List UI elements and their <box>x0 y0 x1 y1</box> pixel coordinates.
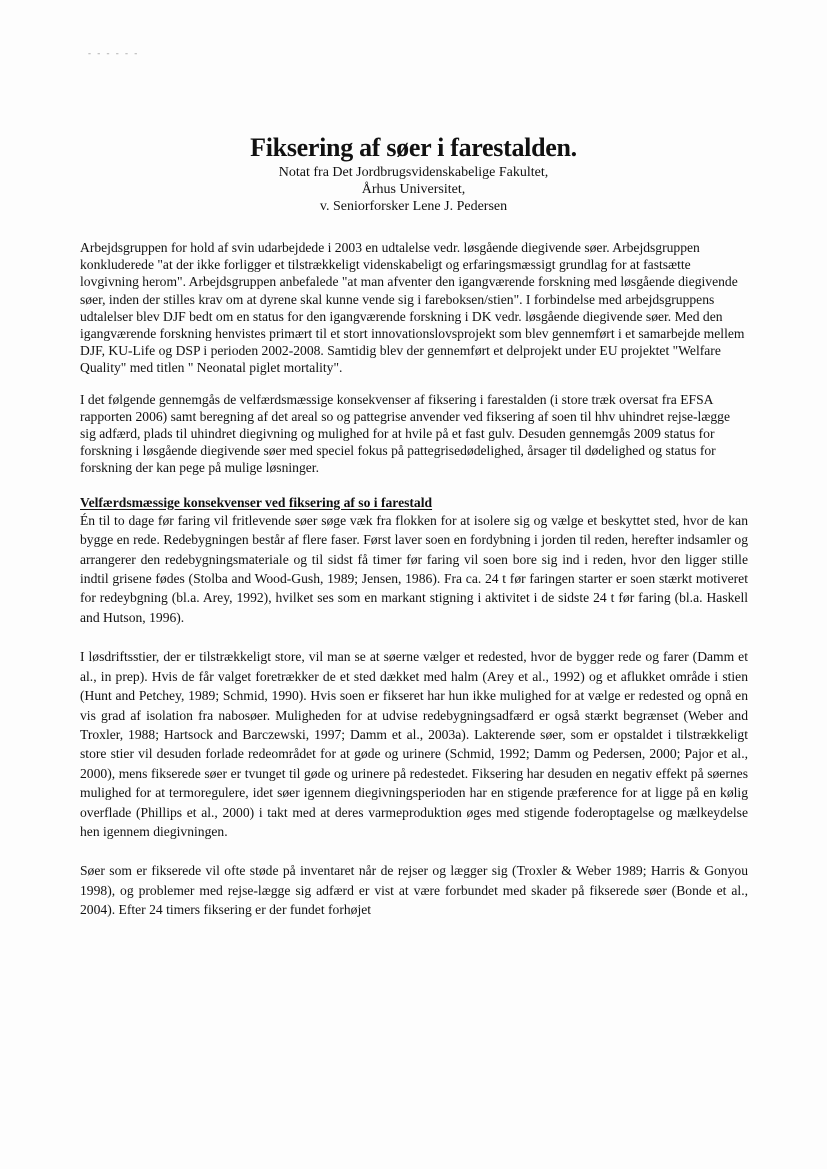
subtitle-line-author: v. Seniorforsker Lene J. Pedersen <box>319 199 508 214</box>
scan-corner-mark: - - - - - - <box>88 48 140 58</box>
paragraph-fixed-sows: Søer som er fikserede vil ofte støde på inventaret når de rejser og lægger sig (Troxler & Weber 1989; Harris & Gonyou 1998), og problemer med rejse-lægge sig adfærd er vist at være forbundet med skader på fikserede søer (Bonde et al., 2004). Efter 24 timers fiksering er der fundet forhøjet <box>80 863 748 918</box>
paragraph-nest-building: Én til to dage før faring vil fritlevende søer søge væk fra flokken for at isolere sig og vælge et beskyttet sted, hvor de kan bygge en rede. Redebygningen består af flere faser. Først laver soen en fordybning i jorden til reden, herefter indsamler og arrangerer den redebygningsmateriale og til sidst få timer før faring vil soen bore sig ind i reden, hvor den ligger stille indtil grisene fødes (Stolba and Wood-Gush, 1989; Jensen, 1986). Fra ca. 24 t før faringen starter er soen stærkt motiveret for redeybgning (bl.a. Arey, 1992), hvilket ses som en markant stigning i aktivitet i de sidste 24 t før faring (bl.a. Haskell and Hutson, 1996). <box>80 512 748 625</box>
subtitle-line-faculty: Notat fra Det Jordbrugsvidenskabelige Fakultet, <box>278 165 549 180</box>
paragraph-intro-working-group: Arbejdsgruppen for hold af svin udarbejdede i 2003 en udtalelse vedr. løsgående diegivende søer. Arbejdsgruppen konkluderede "at der ikke forligger et tilstrækkeligt videnskabeligt og erfaringsmæssigt grundlag for at fastsætte lovgivning herom". Arbejdsgruppen anbefalede "at man afventer den igangværende forskning med løsgående diegivende søer, inden der stilles krav om at dyrene skal kunne vende sig i fareboksen/stien". I forbindelse med arbejdsgruppens udtalelser blev DJF bedt om en status for den igangværende forskning i DK vedr. løsgående diegivende søer. Med den igangværende forskning henvistes primært til et stort innovationslovsprojekt som blev gennemført i et samarbejde mellem DJF, KU-Life og DSP i perioden 2002-2008. Samtidig blev der gennemført et delprojekt under EU projektet "Welfare Quality" med titlen " Neonatal piglet mortality". <box>80 240 745 376</box>
section-heading-welfare: Velfærdsmæssige konsekvenser ved fiksering af so i farestald <box>80 494 433 510</box>
document-header <box>80 132 747 215</box>
subtitle-line-university: Århus Universitet, <box>361 182 466 197</box>
paragraph-intro-overview: I det følgende gennemgås de velfærdsmæssige konsekvenser af fiksering i farestalden (i store træk oversat fra EFSA rapporten 2006) samt beregning af det areal so og pattegrise anvender ved fiksering af soen til hhv uhindret rejse-lægge sig adfærd, plads til uhindret diegivning og mulighed for at hvile på et fast gulv. Desuden gennemgås 2009 status for forskning i løsgående diegivende søer med speciel fokus på pattegrisedødelighed, årsager til dødelighed og status for forskning der kan pege på mulige løsninger. <box>80 391 731 476</box>
paragraph-loose-housing: I løsdriftsstier, der er tilstrækkeligt store, vil man se at søerne vælger et redested, hvor de bygger rede og farer (Damm et al., in prep). Hvis de får valget foretrækker de et sted dækket med halm (Arey et al., 1992) og et aflukket område i stien (Hunt and Petchey, 1989; Schmid, 1990). Hvis soen er fikseret har hun ikke mulighed for at vælge er redested og opnå en vis grad af isolation fra nabosøer. Muligheden for at udvise redebygningsadfærd er også stærkt begrænset (Weber and Troxler, 1988; Hartsock and Barczewski, 1997; Damm et al., 2003a). Lakterende søer, som er opstaldet i tilstrækkeligt store stier vil desuden forlade redeområdet for at gøde og urinere (Schmid, 1992; Damm og Pedersen, 2000; Pajor et al., 2000), mens fikserede søer er tvunget til gøde og urinere på redestedet. Fiksering har desuden en negativ effekt på søernes mulighed for at termoregulere, idet søer igennem diegivningsperioden har en stigende præference for at ligge på en kølig overflade (Phillips et al., 2000) i takt med at deres varmeproduktion øges med stigende foderoptagelse og mælkeydelse hen igennem diegivningen. <box>80 649 748 839</box>
document-body <box>80 239 748 920</box>
page-title: Fiksering af søer i farestalden. <box>250 133 577 162</box>
